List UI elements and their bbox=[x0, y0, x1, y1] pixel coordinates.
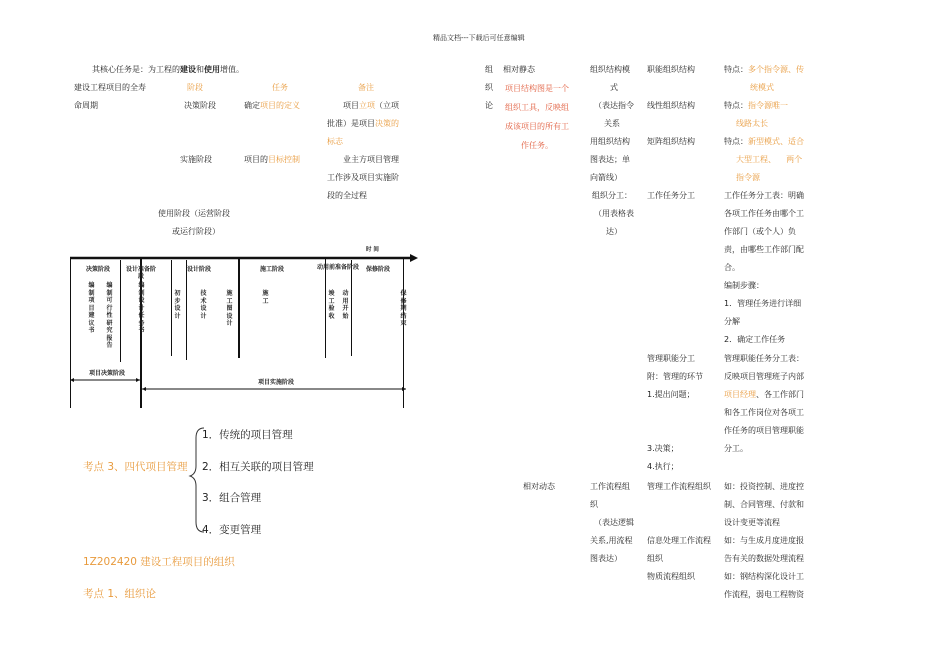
type-linear: 线性组织结构 bbox=[647, 101, 695, 110]
kd3-item-1: 1．传统的项目管理 bbox=[202, 429, 293, 441]
mfd-3b: 、各工作部门 bbox=[756, 390, 804, 399]
feat1-hl-2: 统模式 bbox=[750, 83, 774, 92]
mf-4 bbox=[647, 404, 703, 422]
th-stage: 阶段 bbox=[187, 83, 203, 92]
lifecycle-label-1: 建设工程项目的全寿 bbox=[74, 83, 146, 92]
ttd-1: 工作任务分工表：明确 bbox=[724, 191, 804, 200]
workflow-org bbox=[590, 478, 634, 568]
wfe-3: 设计变更等流程 bbox=[724, 518, 780, 527]
feat1-prefix: 特点： bbox=[724, 65, 748, 74]
wfe-7: 作流程，弱电工程物资 bbox=[724, 590, 804, 599]
core-suffix: 增值。 bbox=[220, 65, 244, 74]
vert-char-3: 论 bbox=[485, 101, 493, 110]
wfe-1: 如：投资控制、进度控 bbox=[724, 482, 804, 491]
task-div-1: 组织分工： bbox=[592, 191, 632, 200]
mfd-3a: 项目经理 bbox=[724, 390, 756, 399]
wfe-6: 如：钢结构深化设计工 bbox=[724, 572, 804, 581]
core-bold-1: 建设 bbox=[180, 65, 196, 74]
task-division bbox=[592, 187, 634, 241]
feat2-hl-1: 指令源唯一 bbox=[748, 101, 788, 110]
milestone-warranty-end: 保修期结束 bbox=[400, 290, 407, 327]
mfd-1: 管理职能任务分工表： bbox=[724, 354, 804, 363]
phase-design: 设计阶段 bbox=[186, 266, 211, 273]
feature-2 bbox=[724, 97, 788, 133]
static-desc-1: 项目结构图是一个 bbox=[505, 84, 569, 93]
kd3-label: 考点 3、四代项目管理 bbox=[83, 461, 188, 473]
core-task-line bbox=[92, 61, 244, 79]
milestone-design-brief: 编制设计任务书 bbox=[138, 282, 145, 334]
kd3-item-2: 2．相互关联的项目管理 bbox=[202, 461, 314, 473]
steps-title: 编制步骤： bbox=[724, 281, 764, 290]
org-struct-6: 图表达；单 bbox=[590, 155, 630, 164]
org-struct-7: 向箭线） bbox=[590, 173, 622, 182]
ttd-5: 合。 bbox=[724, 263, 740, 272]
impl-task-prefix: 项目的 bbox=[244, 155, 268, 164]
use-stage-2: 或运行阶段） bbox=[172, 227, 220, 236]
wfe-2: 制、合同管理、付款和 bbox=[724, 500, 804, 509]
kd1-label: 考点 1、组织论 bbox=[83, 588, 157, 600]
time-label: 时 间 bbox=[366, 247, 379, 253]
feat2-hl-2: 线路太长 bbox=[736, 119, 768, 128]
wf-5: 图表达） bbox=[590, 554, 622, 563]
wft-5: 组织 bbox=[647, 554, 663, 563]
wfe-5: 告有关的数据处理流程 bbox=[724, 554, 804, 563]
static-desc-3: 成该项目的所有工 bbox=[505, 122, 569, 131]
impl-task-hl: 目标控制 bbox=[268, 155, 300, 164]
workflow-examples bbox=[724, 478, 804, 604]
step-1: 1．管理任务进行详细 bbox=[724, 299, 802, 308]
milestone-proposal: 编制项目建议书 bbox=[88, 282, 95, 334]
milestone-construction-dwg: 施工图设计 bbox=[226, 290, 233, 327]
feat3-hl-1: 新型模式、适合 bbox=[748, 137, 804, 146]
kd3-item-4: 4．变更管理 bbox=[202, 524, 262, 536]
wft-1: 管理工作流程组织 bbox=[647, 482, 711, 491]
th-task: 任务 bbox=[272, 83, 288, 92]
decision-note-1c: （立项 bbox=[375, 101, 399, 110]
wft-2 bbox=[647, 496, 711, 514]
mf-2: 附：管理的环节 bbox=[647, 372, 703, 381]
type-matrix: 矩阵组织结构 bbox=[647, 137, 695, 146]
decision-note-1b: 立项 bbox=[359, 101, 375, 110]
static-desc-2: 组织工具，反映组 bbox=[505, 103, 569, 112]
org-struct-2: 式 bbox=[610, 83, 618, 92]
time-arrow-icon bbox=[410, 254, 418, 262]
vert-char-1: 组 bbox=[485, 65, 493, 74]
milestone-construction: 施工 bbox=[262, 290, 269, 305]
decision-task-prefix: 确定 bbox=[244, 101, 260, 110]
ttd-2: 各项工作任务由哪个工 bbox=[724, 209, 804, 218]
th-note: 备注 bbox=[358, 83, 374, 92]
org-theory-vertical bbox=[485, 61, 493, 115]
phase-pre-use: 动用前准备阶段 bbox=[316, 264, 359, 271]
workflow-types bbox=[647, 478, 711, 586]
wf-2: 织 bbox=[590, 500, 598, 509]
task-table-desc bbox=[724, 187, 804, 349]
core-bold-2: 使用 bbox=[204, 65, 220, 74]
decision-note-1a: 项目 bbox=[343, 101, 359, 110]
org-struct-1: 组织结构模 bbox=[590, 65, 630, 74]
static-desc bbox=[505, 79, 569, 155]
feat3-prefix: 特点： bbox=[724, 137, 748, 146]
feat1-hl-1: 多个指令源、传 bbox=[748, 65, 804, 74]
milestone-preliminary: 初步设计 bbox=[174, 290, 181, 320]
wft-4: 信息处理工作流程 bbox=[647, 536, 711, 545]
core-mid: 和 bbox=[196, 65, 204, 74]
wft-6: 物质流程组织 bbox=[647, 572, 695, 581]
feature-1 bbox=[724, 61, 804, 97]
page-header: 精品文档---下载后可任意编辑 bbox=[433, 34, 525, 42]
milestone-feasibility: 编制可行性研究报告 bbox=[106, 282, 113, 349]
mfd-4: 和各工作岗位对各项工 bbox=[724, 408, 804, 417]
org-struct-mode bbox=[590, 61, 634, 187]
mf-1: 管理职能分工 bbox=[647, 354, 695, 363]
phase-construction: 施工阶段 bbox=[259, 266, 284, 273]
impl-note-1: 业主方项目管理 bbox=[343, 155, 399, 164]
feat3-hl-2: 大型工程、 两个 bbox=[736, 155, 803, 164]
milestone-use-start: 动用开始 bbox=[342, 290, 349, 320]
decision-note-2a: 批准）是项目 bbox=[327, 119, 375, 128]
task-alloc: 工作任务分工 bbox=[647, 191, 695, 200]
decision-task-hl: 项目的定义 bbox=[260, 101, 300, 110]
ttd-4: 责，由哪些工作部门配 bbox=[724, 245, 804, 254]
impl-period-label: 项目实施阶段 bbox=[257, 379, 294, 386]
mgmt-func bbox=[647, 350, 703, 476]
lifecycle-label-2: 命周期 bbox=[74, 101, 98, 110]
org-struct-4: 关系 bbox=[604, 119, 620, 128]
mfd-6: 分工。 bbox=[724, 444, 748, 453]
phase-design-prep: 设计准备阶段 bbox=[125, 266, 156, 280]
kd3-item-3: 3．组合管理 bbox=[202, 492, 262, 504]
decision-note-1 bbox=[343, 97, 399, 115]
static-label: 相对静态 bbox=[503, 65, 535, 74]
mgmt-func-desc bbox=[724, 350, 804, 458]
mf-3: 1.提出问题； bbox=[647, 390, 695, 399]
step-1b: 分解 bbox=[724, 317, 740, 326]
phase-decision: 决策阶段 bbox=[85, 266, 110, 273]
wft-3 bbox=[647, 514, 711, 532]
brace-icon bbox=[188, 426, 208, 534]
impl-task bbox=[244, 151, 300, 169]
lifecycle-diagram bbox=[70, 246, 420, 412]
impl-stage: 实施阶段 bbox=[180, 155, 212, 164]
type-functional: 职能组织结构 bbox=[647, 65, 695, 74]
feature-3 bbox=[724, 133, 804, 187]
decision-note-2 bbox=[327, 115, 399, 133]
milestone-technical: 技术设计 bbox=[200, 290, 207, 320]
wf-3: （表达逻辑 bbox=[594, 518, 634, 527]
impl-note-2: 工作涉及项目实施阶 bbox=[327, 173, 399, 182]
org-struct-3: （表达指令 bbox=[594, 101, 634, 110]
wf-1: 工作流程组 bbox=[590, 482, 630, 491]
vert-char-2: 织 bbox=[485, 83, 493, 92]
wf-4: 关系,用流程 bbox=[590, 536, 633, 545]
task-div-2: （用表格表 bbox=[594, 209, 634, 218]
org-struct-5: 用组织结构 bbox=[590, 137, 630, 146]
decision-stage: 决策阶段 bbox=[184, 101, 216, 110]
core-prefix: 其核心任务是：为工程的 bbox=[92, 65, 180, 74]
section-title: 1Z202420 建设工程项目的组织 bbox=[83, 556, 235, 568]
milestone-acceptance: 竣工验收 bbox=[328, 290, 335, 320]
static-desc-4: 作任务。 bbox=[521, 141, 553, 150]
ttd-3: 作部门（或个人）负 bbox=[724, 227, 796, 236]
feat2-prefix: 特点： bbox=[724, 101, 748, 110]
mf-6: 3.决策； bbox=[647, 444, 679, 453]
mf-7: 4.执行； bbox=[647, 462, 679, 471]
use-stage-1: 使用阶段（运营阶段 bbox=[158, 209, 230, 218]
decision-note-3: 标志 bbox=[327, 137, 343, 146]
feat3-hl-3: 指令源 bbox=[736, 173, 760, 182]
mfd-2: 反映项目管理班子内部 bbox=[724, 372, 804, 381]
phase-warranty: 保修阶段 bbox=[365, 266, 390, 273]
mfd-5: 作任务的项目管理职能 bbox=[724, 426, 804, 435]
wfe-4: 如：与生成月度进度报 bbox=[724, 536, 804, 545]
decision-period-label: 项目决策阶段 bbox=[88, 370, 125, 377]
decision-task bbox=[244, 97, 300, 115]
dynamic-label: 相对动态 bbox=[523, 482, 555, 491]
decision-note-2b: 决策的 bbox=[375, 119, 399, 128]
mf-5 bbox=[647, 422, 703, 440]
task-div-3: 达） bbox=[606, 227, 622, 236]
step-2: 2．确定工作任务 bbox=[724, 335, 786, 344]
impl-note-3: 段的全过程 bbox=[327, 191, 367, 200]
